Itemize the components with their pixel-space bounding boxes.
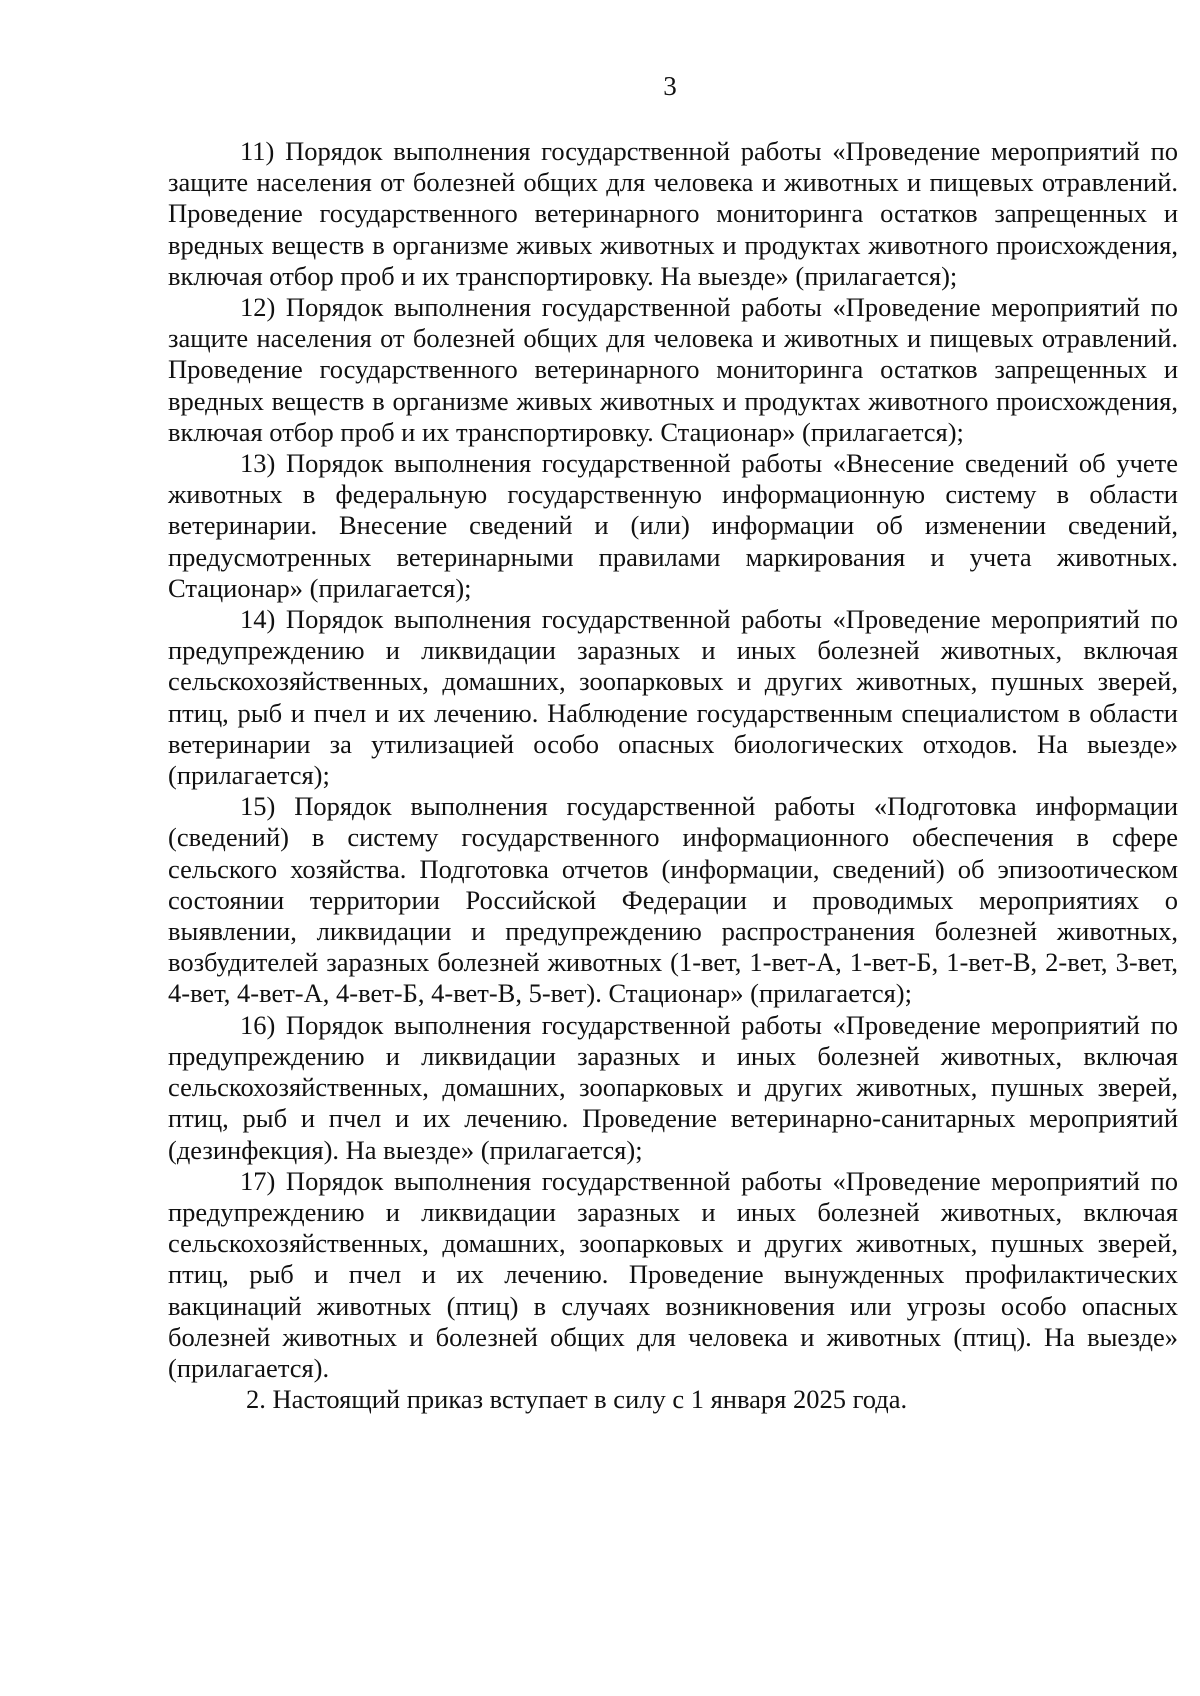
list-item-15: 15) Порядок выполнения государственной работы «Подготовка информации (сведений) в систему государственного информационного обеспечения в сфере сельского хозяйства. Подготовка отчетов (информации, сведений) об эпизоотическом состоянии территории Российской Федерации и проводимых мероприятиях о выявлении, ликвидации и предупреждению распространения болезней животных, возбудителей заразных болезней животных (1-вет, 1-вет-А, 1-вет-Б, 1-вет-В, 2-вет, 3-вет, 4-вет, 4-вет-А, 4-вет-Б, 4-вет-В, 5-вет). Стационар» (прилагается);: [168, 791, 1178, 1009]
list-item-16: 16) Порядок выполнения государственной работы «Проведение мероприятий по предупреждению и ликвидации заразных и иных болезней животных, включая сельскохозяйственных, домашних, зоопарковых и других животных, пушных зверей, птиц, рыб и пчел и их лечению. Проведение ветеринарно-санитарных мероприятий (дезинфекция). На выезде» (прилагается);: [168, 1009, 1178, 1165]
document-body: [168, 136, 1178, 1415]
list-item-13: 13) Порядок выполнения государственной работы «Внесение сведений об учете животных в федеральную государственную информационную систему в области ветеринарии. Внесение сведений и (или) информации об изменении сведений, предусмотренных ветеринарными правилами маркирования и учета животных. Стационар» (прилагается);: [168, 448, 1178, 603]
page-number: 3: [663, 71, 677, 101]
list-item-17: 17) Порядок выполнения государственной работы «Проведение мероприятий по предупреждению и ликвидации заразных и иных болезней животных, включая сельскохозяйственных, домашних, зоопарковых и других животных, пушных зверей, птиц, рыб и пчел и их лечению. Проведение вынужденных профилактических вакцинаций животных (птиц) в случаях возникновения или угрозы особо опасных болезней животных и болезней общих для человека и животных (птиц). На выезде» (прилагается).: [168, 1165, 1178, 1383]
list-item-11: 11) Порядок выполнения государственной работы «Проведение мероприятий по защите населения от болезней общих для человека и животных и пищевых отравлений. Проведение государственного ветеринарного мониторинга остатков запрещенных и вредных веществ в организме живых животных и продуктах животного происхождения, включая отбор проб и их транспортировку. На выезде» (прилагается);: [168, 136, 1178, 291]
closing-clause: 2. Настоящий приказ вступает в силу с 1 января 2025 года.: [246, 1384, 908, 1415]
list-item-12: 12) Порядок выполнения государственной работы «Проведение мероприятий по защите населения от болезней общих для человека и животных и пищевых отравлений. Проведение государственного ветеринарного мониторинга остатков запрещенных и вредных веществ в организме живых животных и продуктах животного происхождения, включая отбор проб и их транспортировку. Стационар» (прилагается);: [168, 292, 1178, 447]
list-item-14: 14) Порядок выполнения государственной работы «Проведение мероприятий по предупреждению и ликвидации заразных и иных болезней животных, включая сельскохозяйственных, домашних, зоопарковых и других животных, пушных зверей, птиц, рыб и пчел и их лечению. Наблюдение государственным специалистом в области ветеринарии за утилизацией особо опасных биологических отходов. На выезде» (прилагается);: [168, 604, 1178, 791]
